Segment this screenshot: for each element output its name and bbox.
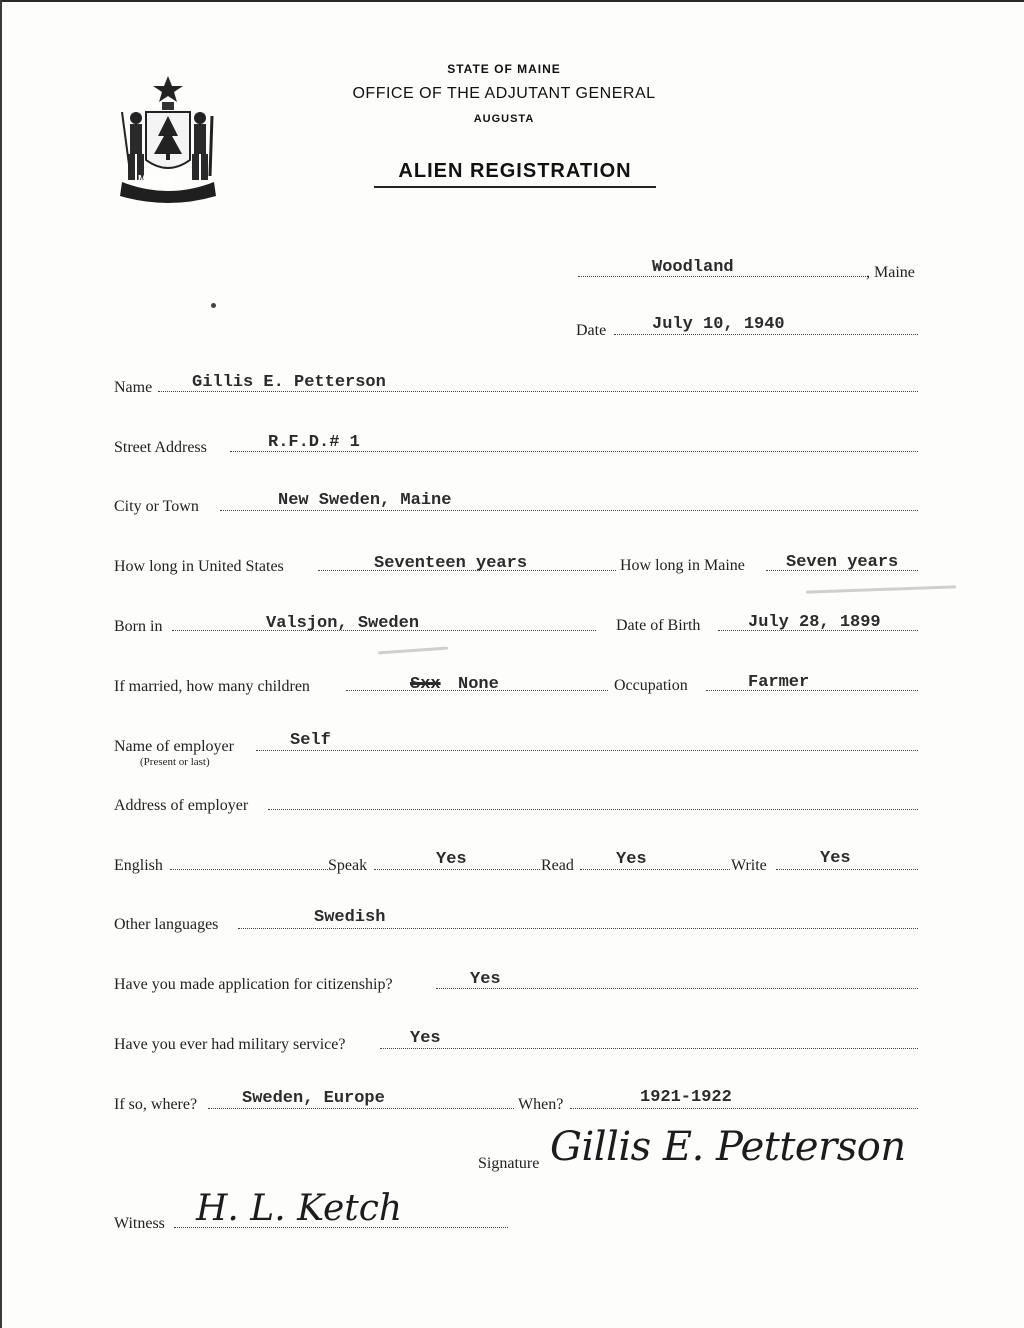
name-label: Name (114, 379, 153, 396)
header-city: AUGUSTA (473, 113, 535, 125)
employer-value: Self (290, 731, 331, 750)
english-line (170, 869, 328, 870)
born-in-label: Born in (114, 618, 163, 635)
military-line (380, 1048, 918, 1049)
when-value: 1921-1922 (640, 1088, 732, 1107)
witness-value: H. L. Ketch (196, 1188, 403, 1229)
occupation-line (706, 690, 918, 691)
stray-ink-mark (211, 303, 216, 308)
header-office: OFFICE OF THE ADJUTANT GENERAL (352, 85, 656, 102)
city-line (220, 510, 918, 511)
how-long-maine-value: Seven years (786, 553, 899, 572)
children-struck-value: Sxx (410, 675, 441, 694)
when-line (570, 1108, 918, 1109)
form-title: ALIEN REGISTRATION (398, 160, 632, 182)
where-line (208, 1108, 514, 1109)
write-label: Write (731, 857, 767, 874)
page-edge-top (0, 0, 1024, 2)
date-of-birth-value: July 28, 1899 (748, 613, 881, 632)
when-label: When? (518, 1096, 564, 1113)
witness-label: Witness (114, 1215, 165, 1232)
city-value: New Sweden, Maine (278, 491, 452, 510)
ink-smudge-2 (378, 647, 448, 655)
other-languages-value: Swedish (314, 908, 386, 927)
city-label: City or Town (114, 498, 199, 515)
street-label: Street Address (114, 439, 207, 456)
write-value: Yes (820, 849, 851, 868)
read-line (580, 869, 730, 870)
how-long-us-label: How long in United States (114, 558, 284, 575)
citizenship-value: Yes (470, 970, 501, 989)
military-label: Have you ever had military service? (114, 1036, 346, 1053)
title-underline (374, 186, 656, 188)
street-value: R.F.D.# 1 (268, 433, 360, 452)
speak-value: Yes (436, 850, 467, 869)
write-line (776, 869, 918, 870)
employer-address-line (268, 809, 918, 810)
read-value: Yes (616, 850, 647, 869)
born-in-value: Valsjon, Sweden (266, 614, 420, 633)
signature-value: Gillis E. Petterson (550, 1124, 906, 1170)
children-value: None (458, 675, 499, 694)
how-long-maine-label: How long in Maine (620, 557, 745, 574)
employer-address-label: Address of employer (114, 797, 249, 814)
page-edge-left (0, 0, 2, 1328)
where-value: Sweden, Europe (242, 1089, 385, 1108)
how-long-us-value: Seventeen years (374, 554, 528, 573)
speak-line (374, 869, 540, 870)
children-label: If married, how many children (114, 678, 310, 695)
date-line (614, 334, 918, 335)
military-value: Yes (410, 1029, 441, 1048)
other-languages-line (238, 928, 918, 929)
occupation-value: Farmer (748, 673, 810, 692)
english-label: English (114, 857, 163, 874)
speak-label: Speak (328, 857, 368, 874)
date-of-birth-label: Date of Birth (616, 617, 701, 634)
header-state: STATE OF MAINE (447, 62, 561, 76)
place-suffix: , Maine (866, 264, 915, 281)
date-label: Date (576, 322, 607, 339)
other-languages-label: Other languages (114, 916, 219, 933)
occupation-label: Occupation (614, 677, 688, 694)
where-label: If so, where? (114, 1096, 198, 1113)
date-value: July 10, 1940 (652, 315, 785, 334)
employer-sublabel: (Present or last) (140, 756, 210, 768)
name-value: Gillis E. Petterson (192, 373, 386, 392)
place-value: Woodland (652, 258, 734, 277)
read-label: Read (541, 857, 574, 874)
citizenship-label: Have you made application for citizenship? (114, 976, 393, 993)
citizenship-line (436, 988, 918, 989)
ink-smudge (806, 585, 956, 593)
employer-label: Name of employer (114, 738, 234, 755)
employer-line (256, 750, 918, 751)
signature-label: Signature (478, 1155, 540, 1172)
seal-ribbon-text: MAINE (138, 174, 176, 185)
